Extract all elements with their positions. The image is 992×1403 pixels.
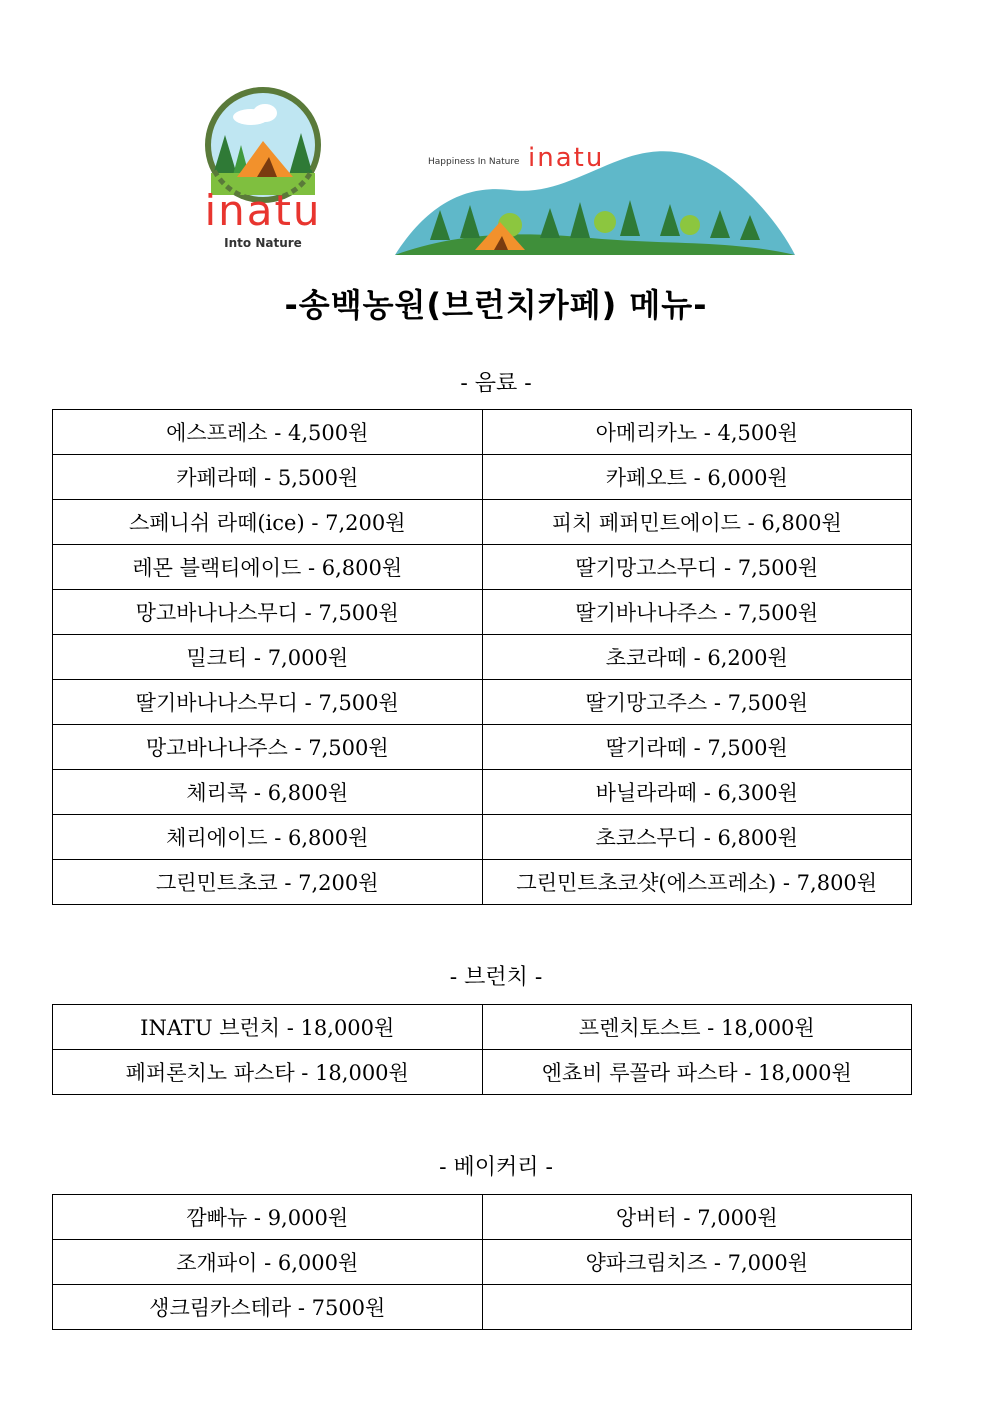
menu-item: 딸기바나나주스 - 7,500원 <box>482 590 912 635</box>
table-row <box>53 590 912 635</box>
menu-item: 망고바나나스무디 - 7,500원 <box>53 590 483 635</box>
table-row <box>53 815 912 860</box>
menu-item: 생크림카스테라 - 7500원 <box>53 1285 483 1330</box>
menu-item: 초코라떼 - 6,200원 <box>482 635 912 680</box>
menu-item: 망고바나나주스 - 7,500원 <box>53 725 483 770</box>
inatu-badge-logo <box>168 75 358 260</box>
menu-item: 바닐라라떼 - 6,300원 <box>482 770 912 815</box>
section-heading-bakery: - 베이커리 - <box>439 1155 553 1180</box>
menu-item: INATU 브런치 - 18,000원 <box>53 1005 483 1050</box>
table-row <box>53 635 912 680</box>
menu-table-bakery <box>52 1194 912 1330</box>
table-row <box>53 1050 912 1095</box>
menu-item: 그린민트초코샷(에스프레소) - 7,800원 <box>482 860 912 905</box>
table-row <box>53 410 912 455</box>
menu-item: 에스프레소 - 4,500원 <box>53 410 483 455</box>
section-heading-drinks: - 음료 - <box>460 371 532 396</box>
menu-item: 페퍼론치노 파스타 - 18,000원 <box>53 1050 483 1095</box>
menu-item: 카페오트 - 6,000원 <box>482 455 912 500</box>
menu-table-brunch <box>52 1004 912 1095</box>
table-row <box>53 770 912 815</box>
menu-item: 아메리카노 - 4,500원 <box>482 410 912 455</box>
page-title: -송백농원(브런치카페) 메뉴- <box>284 286 708 324</box>
menu-item: 깜빠뉴 - 9,000원 <box>53 1195 483 1240</box>
section-heading-brunch: - 브런치 - <box>449 965 543 990</box>
menu-item-empty <box>482 1285 912 1330</box>
table-row <box>53 500 912 545</box>
menu-item: 체리에이드 - 6,800원 <box>53 815 483 860</box>
logo-right-tagline: Happiness In Nature <box>428 157 520 167</box>
table-row <box>53 545 912 590</box>
table-row <box>53 680 912 725</box>
menu-item: 초코스무디 - 6,800원 <box>482 815 912 860</box>
menu-item: 딸기망고스무디 - 7,500원 <box>482 545 912 590</box>
menu-item: 체리콕 - 6,800원 <box>53 770 483 815</box>
table-row <box>53 1005 912 1050</box>
menu-item: 카페라떼 - 5,500원 <box>53 455 483 500</box>
table-row <box>53 1285 912 1330</box>
menu-item: 스페니쉬 라떼(ice) - 7,200원 <box>53 500 483 545</box>
menu-item: 피치 페퍼민트에이드 - 6,800원 <box>482 500 912 545</box>
table-row <box>53 455 912 500</box>
menu-item: 앙버터 - 7,000원 <box>482 1195 912 1240</box>
menu-item: 조개파이 - 6,000원 <box>53 1240 483 1285</box>
logo-right-brand: inatu <box>528 143 605 173</box>
table-row <box>53 1240 912 1285</box>
table-row <box>53 1195 912 1240</box>
logo-area <box>0 75 992 265</box>
table-row <box>53 860 912 905</box>
menu-item: 양파크림치즈 - 7,000원 <box>482 1240 912 1285</box>
menu-item: 딸기라떼 - 7,500원 <box>482 725 912 770</box>
menu-item: 엔쵸비 루꼴라 파스타 - 18,000원 <box>482 1050 912 1095</box>
menu-item: 딸기망고주스 - 7,500원 <box>482 680 912 725</box>
inatu-landscape-logo <box>390 130 800 260</box>
menu-table-drinks <box>52 409 912 905</box>
menu-item: 그린민트초코 - 7,200원 <box>53 860 483 905</box>
menu-item: 프렌치토스트 - 18,000원 <box>482 1005 912 1050</box>
menu-item: 밀크티 - 7,000원 <box>53 635 483 680</box>
menu-item: 딸기바나나스무디 - 7,500원 <box>53 680 483 725</box>
table-row <box>53 725 912 770</box>
menu-item: 레몬 블랙티에이드 - 6,800원 <box>53 545 483 590</box>
logo-left-tagline: Into Nature <box>224 236 302 250</box>
logo-left-brand: inatu <box>204 186 322 235</box>
